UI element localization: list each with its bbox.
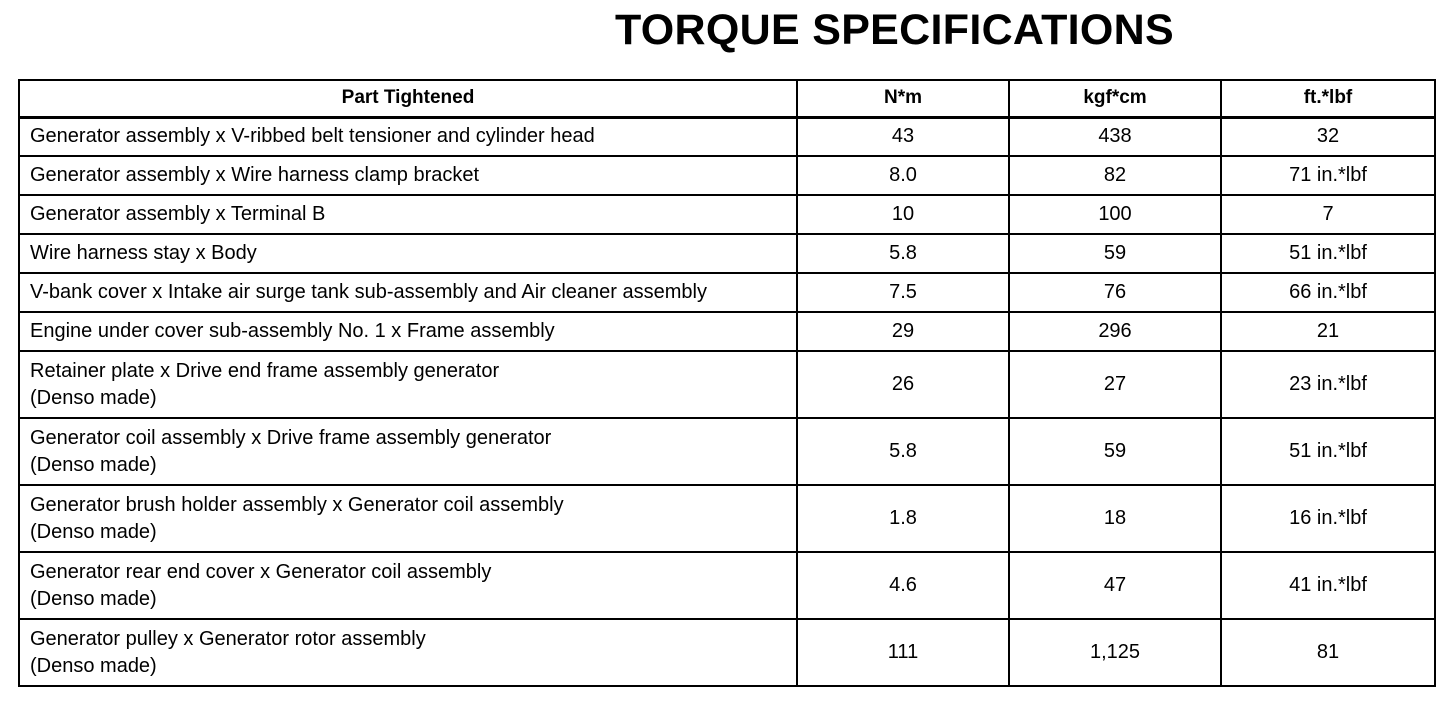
ft-cell: 21	[1221, 312, 1435, 351]
part-note: (Denso made)	[30, 654, 157, 677]
kgf-cell: 296	[1009, 312, 1221, 351]
page-title: TORQUE SPECIFICATIONS	[615, 6, 1174, 54]
nm-cell: 10	[797, 195, 1009, 234]
nm-cell: 4.6	[797, 552, 1009, 619]
part-cell	[19, 117, 797, 156]
kgf-cell: 1,125	[1009, 619, 1221, 686]
part-name: V-bank cover x Intake air surge tank sub-assembly and Air cleaner assembly	[30, 281, 707, 303]
ft-cell: 66 in.*lbf	[1221, 273, 1435, 312]
part-cell	[19, 234, 797, 273]
table-row	[19, 156, 1435, 195]
nm-cell: 5.8	[797, 234, 1009, 273]
kgf-cell: 59	[1009, 418, 1221, 485]
ft-cell: 51 in.*lbf	[1221, 418, 1435, 485]
table-row	[19, 195, 1435, 234]
part-cell	[19, 195, 797, 234]
ft-cell: 71 in.*lbf	[1221, 156, 1435, 195]
ft-cell: 81	[1221, 619, 1435, 686]
table-row	[19, 312, 1435, 351]
part-name: Generator brush holder assembly x Generator coil assembly	[30, 493, 564, 516]
part-cell	[19, 273, 797, 312]
table-row	[19, 485, 1435, 552]
kgf-cell: 76	[1009, 273, 1221, 312]
nm-cell: 7.5	[797, 273, 1009, 312]
part-name: Generator coil assembly x Drive frame assembly generator	[30, 426, 552, 449]
column-header-kgf: kgf*cm	[1009, 80, 1221, 117]
part-cell	[19, 418, 797, 485]
nm-cell: 111	[797, 619, 1009, 686]
part-name: Generator assembly x Terminal B	[30, 203, 326, 225]
column-header-part: Part Tightened	[19, 80, 797, 117]
table-row	[19, 552, 1435, 619]
part-name: Engine under cover sub-assembly No. 1 x Frame assembly	[30, 320, 555, 342]
table-row	[19, 117, 1435, 156]
kgf-cell: 59	[1009, 234, 1221, 273]
part-name: Retainer plate x Drive end frame assembly generator	[30, 359, 500, 382]
part-note: (Denso made)	[30, 520, 157, 543]
kgf-cell: 438	[1009, 117, 1221, 156]
part-note: (Denso made)	[30, 386, 157, 409]
kgf-cell: 82	[1009, 156, 1221, 195]
ft-cell: 16 in.*lbf	[1221, 485, 1435, 552]
kgf-cell: 100	[1009, 195, 1221, 234]
nm-cell: 8.0	[797, 156, 1009, 195]
ft-cell: 23 in.*lbf	[1221, 351, 1435, 418]
table-row	[19, 418, 1435, 485]
part-note: (Denso made)	[30, 587, 157, 610]
kgf-cell: 27	[1009, 351, 1221, 418]
table-row	[19, 234, 1435, 273]
table-header-row	[19, 80, 1435, 117]
part-cell	[19, 485, 797, 552]
part-name: Wire harness stay x Body	[30, 242, 257, 264]
ft-cell: 32	[1221, 117, 1435, 156]
part-cell	[19, 552, 797, 619]
nm-cell: 5.8	[797, 418, 1009, 485]
table-row	[19, 273, 1435, 312]
nm-cell: 26	[797, 351, 1009, 418]
torque-spec-table	[18, 79, 1436, 687]
part-name: Generator assembly x Wire harness clamp bracket	[30, 164, 480, 186]
nm-cell: 1.8	[797, 485, 1009, 552]
ft-cell: 7	[1221, 195, 1435, 234]
ft-cell: 51 in.*lbf	[1221, 234, 1435, 273]
part-cell	[19, 156, 797, 195]
column-header-ft: ft.*lbf	[1221, 80, 1435, 117]
table-row	[19, 619, 1435, 686]
part-cell	[19, 351, 797, 418]
part-cell	[19, 312, 797, 351]
ft-cell: 41 in.*lbf	[1221, 552, 1435, 619]
nm-cell: 29	[797, 312, 1009, 351]
part-name: Generator assembly x V-ribbed belt tensioner and cylinder head	[30, 125, 595, 148]
part-cell	[19, 619, 797, 686]
part-name: Generator pulley x Generator rotor assembly	[30, 627, 426, 650]
part-note: (Denso made)	[30, 453, 157, 476]
kgf-cell: 18	[1009, 485, 1221, 552]
part-name: Generator rear end cover x Generator coil assembly	[30, 560, 492, 583]
kgf-cell: 47	[1009, 552, 1221, 619]
table-row	[19, 351, 1435, 418]
column-header-nm: N*m	[797, 80, 1009, 117]
nm-cell: 43	[797, 117, 1009, 156]
